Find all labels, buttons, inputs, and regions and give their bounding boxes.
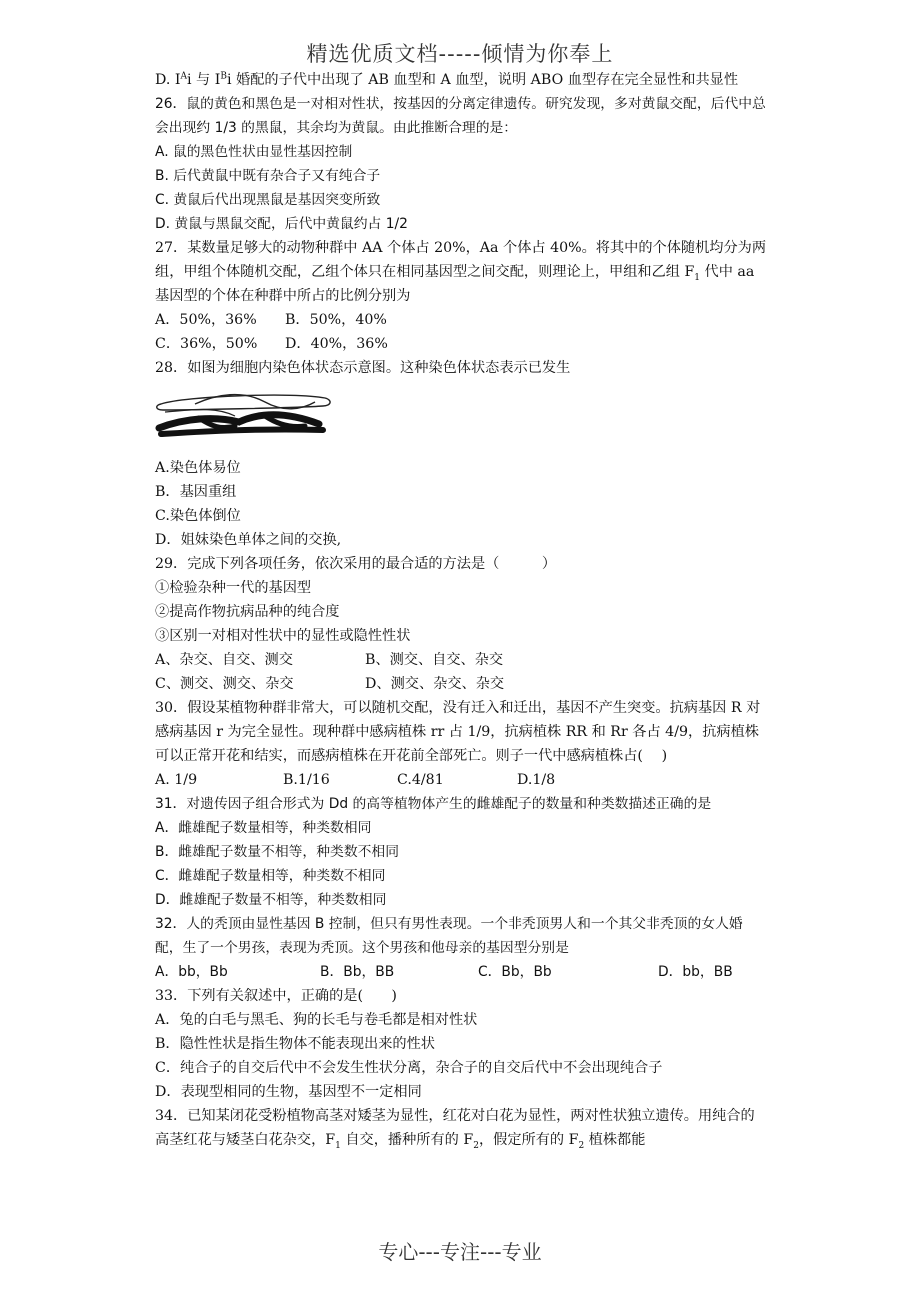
question-33-option-d: D．表现型相同的生物，基因型不一定相同 bbox=[155, 1084, 422, 1100]
question-33-option-c: C．纯合子的自交后代中不会发生性状分离，杂合子的自交后代中不会出现纯合子 bbox=[155, 1060, 663, 1076]
question-29-item-2: ②提高作物抗病品种的纯合度 bbox=[155, 604, 340, 620]
question-32-option-a: A．bb，Bb bbox=[155, 964, 228, 980]
question-34-stem: 34．已知某闭花受粉植物高茎对矮茎为显性，红花对白花为显性，两对性状独立遗传。用纯合的高茎红花与矮茎白花杂交，$F_1$ 自交，播种所有的 $F_2$，假定所有的 $F_2$ 植株都能 bbox=[155, 1108, 755, 1151]
page-header: 精选优质文档-----倾情为你奉上 bbox=[306, 42, 614, 66]
question-33-stem: 33．下列有关叙述中，正确的是( ) bbox=[155, 988, 397, 1004]
document-body bbox=[155, 68, 767, 1152]
question-31-option-b: B．雌雄配子数量不相等，种类数不相同 bbox=[155, 844, 400, 860]
question-32-option-b: B．Bb，BB bbox=[320, 964, 395, 980]
question-27-options-row-1 bbox=[155, 308, 767, 332]
question-28-stem: 28．如图为细胞内染色体状态示意图。这种染色体状态表示已发生 bbox=[155, 360, 571, 376]
question-28-option-d: D．姐妹染色单体之间的交换, bbox=[155, 532, 342, 548]
question-30-option-b: B.1/16 bbox=[283, 772, 330, 788]
question-32-options-row bbox=[155, 960, 767, 984]
chromosome-crossover-illustration bbox=[155, 388, 335, 450]
question-29-options-row-1 bbox=[155, 648, 767, 672]
page-footer: 专心---专注---专业 bbox=[378, 1240, 542, 1264]
question-29-stem: 29．完成下列各项任务，依次采用的最合适的方法是（ ） bbox=[155, 556, 557, 572]
chromosome-figure bbox=[155, 388, 767, 450]
question-29-item-3: ③区别一对相对性状中的显性或隐性性状 bbox=[155, 628, 411, 644]
question-32-stem: 32．人的秃顶由显性基因 B 控制，但只有男性表现。一个非秃顶男人和一个其父非秃顶的女人婚配，生了一个男孩，表现为秃顶。这个男孩和他母亲的基因型分别是 bbox=[155, 916, 743, 956]
question-29-option-c: C、测交、测交、杂交 bbox=[155, 676, 294, 692]
question-33-option-a: A．兔的白毛与黑毛、狗的长毛与卷毛都是相对性状 bbox=[155, 1012, 478, 1028]
question-30-option-c: C.4/81 bbox=[397, 772, 444, 788]
question-26-option-b: B. 后代黄鼠中既有杂合子又有纯合子 bbox=[155, 168, 381, 184]
question-26-stem: 26．鼠的黄色和黑色是一对相对性状，按基因的分离定律遗传。研究发现，多对黄鼠交配，后代中总会出现约 1/3 的黑鼠，其余均为黄鼠。由此推断合理的是： bbox=[155, 96, 766, 136]
question-27-stem: 27．某数量足够大的动物种群中 AA 个体占 20%，Aa 个体占 40%。将其中的个体随机均分为两组，甲组个体随机交配，乙组个体只在相同基因型之间交配，则理论上，甲组和乙组 $F_1$ 代中 aa 基因型的个体在种群中所占的比例分别为 bbox=[155, 240, 767, 304]
question-29-option-b: B、测交、自交、杂交 bbox=[365, 652, 504, 668]
question-33-option-b: B．隐性性状是指生物体不能表现出来的性状 bbox=[155, 1036, 435, 1052]
question-32-option-c: C．Bb，Bb bbox=[478, 964, 552, 980]
question-31-option-d: D．雌雄配子数量不相等，种类数相同 bbox=[155, 892, 387, 908]
question-27-option-d: D．40%，36% bbox=[285, 336, 388, 352]
question-27-options-row-2 bbox=[155, 332, 767, 356]
question-26-option-d: D. 黄鼠与黑鼠交配，后代中黄鼠约占 1/2 bbox=[155, 216, 408, 232]
question-30-options-row bbox=[155, 768, 767, 792]
question-30-option-a: A. 1/9 bbox=[155, 772, 198, 788]
question-27-option-b: B．50%，40% bbox=[285, 312, 387, 328]
question-30-option-d: D.1/8 bbox=[517, 772, 556, 788]
question-26-option-a: A. 鼠的黑色性状由显性基因控制 bbox=[155, 144, 353, 160]
question-28-option-c: C.染色体倒位 bbox=[155, 508, 241, 524]
question-25-option-d: D. $I^Ai$ 与 $I^Bi$ 婚配的子代中出现了 AB 血型和 A 血型，说明 ABO 血型存在完全显性和共显性 bbox=[155, 71, 739, 88]
question-28-option-a: A.染色体易位 bbox=[155, 460, 241, 476]
question-30-stem: 30．假设某植物种群非常大，可以随机交配，没有迁入和迁出，基因不产生突变。抗病基因 R 对感病基因 r 为完全显性。现种群中感病植株 rr 占 1/9，抗病植株 RR 和 Rr 各占 4/9，抗病植株可以正常开花和结实，而感病植株在开花前全部死亡。则子一代中感病植株占( ) bbox=[155, 700, 761, 764]
question-31-option-c: C．雌雄配子数量相等，种类数不相同 bbox=[155, 868, 386, 884]
question-27-option-a: A．50%，36% bbox=[155, 312, 257, 328]
question-32-option-d: D．bb，BB bbox=[658, 964, 733, 980]
question-31-stem: 31．对遗传因子组合形式为 Dd 的高等植物体产生的雌雄配子的数量和种类数描述正确的是 bbox=[155, 796, 712, 812]
question-26-option-c: C. 黄鼠后代出现黑鼠是基因突变所致 bbox=[155, 192, 381, 208]
question-29-item-1: ①检验杂种一代的基因型 bbox=[155, 580, 312, 596]
question-29-options-row-2 bbox=[155, 672, 767, 696]
question-27-option-c: C．36%，50% bbox=[155, 336, 258, 352]
question-29-option-d: D、测交、杂交、杂交 bbox=[365, 676, 505, 692]
question-28-option-b: B．基因重组 bbox=[155, 484, 237, 500]
question-31-option-a: A．雌雄配子数量相等，种类数相同 bbox=[155, 820, 372, 836]
question-29-option-a: A、杂交、自交、测交 bbox=[155, 652, 293, 668]
